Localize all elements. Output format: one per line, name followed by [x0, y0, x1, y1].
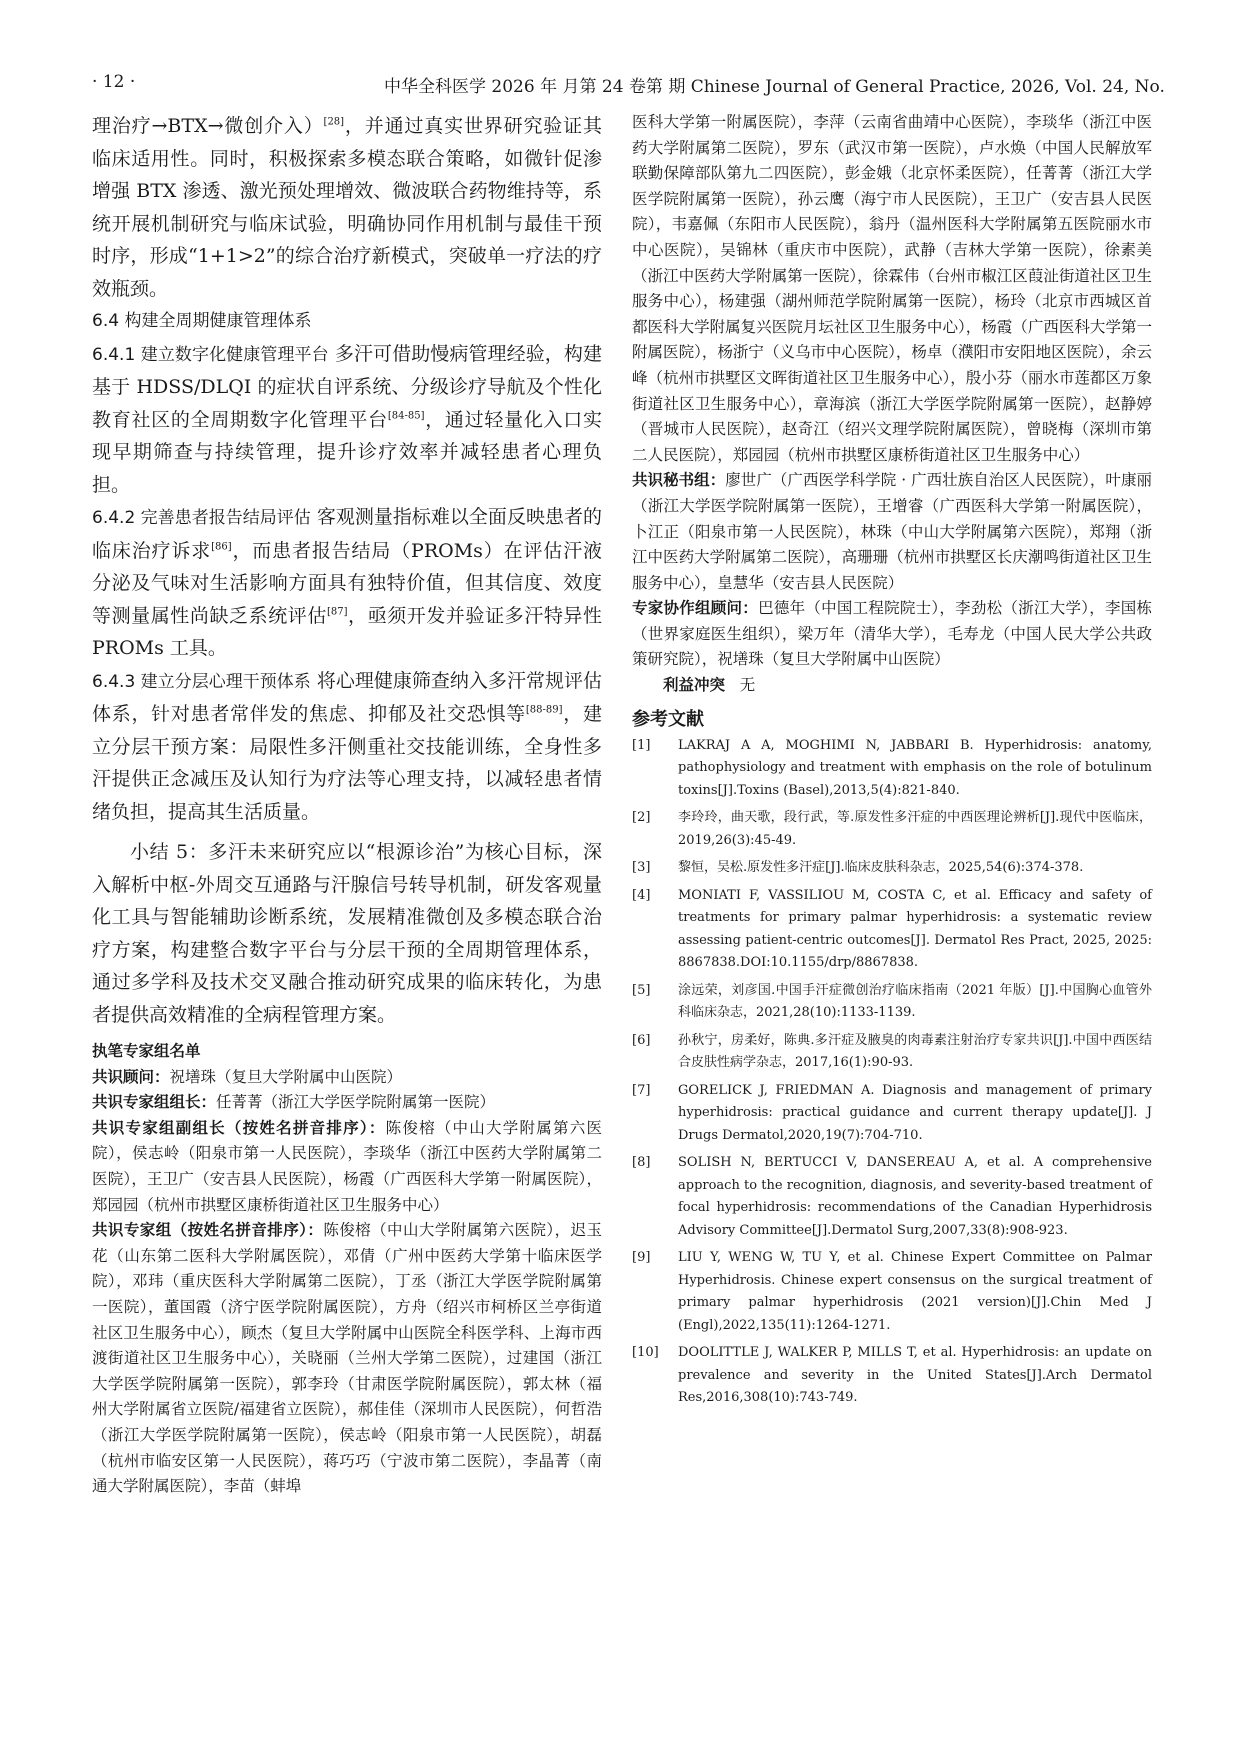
reference-item [632, 1080, 1152, 1148]
reference-text: 李玲玲，曲天歌，段行武，等.原发性多汗症的中西医理论辨析[J].现代中医临床，2019,26(3):45-49. [678, 810, 1152, 848]
reference-text: SOLISH N, BERTUCCI V, DANSEREAU A, et al. A comprehensive approach to the recognition, diagnosis, and severity-based treatment of focal hyperhidrosis: recommendations of the Canadian Hyperhidrosis Advisory Committee[J].Dermatol Surg,2007,33(8):908-923. [678, 1155, 1152, 1238]
reference-text: MONIATI F, VASSILIOU M, COSTA C, et al. Efficacy and safety of treatments for primary palmar hyperhidrosis: a systematic review assessing patient-centric outcomes[J]. Dermatol Res Pract, 2025, 2025: 8867838.DOI:10.1155/drp/8867838. [678, 887, 1152, 971]
paragraph: 6.4.1 建立数字化健康管理平台 多汗可借助慢病管理经验，构建基于 HDSS/DLQI 的症状自评系统、分级诊疗导航及个性化教育社区的全周期数字化管理平台[84-85]，通过轻量化入口实现早期筛查与持续管理，提升诊疗效率并减轻患者心理负担。 [92, 342, 602, 496]
reference-number: [10] [632, 1345, 659, 1361]
consultants: 专家协作组顾问：巴德年（中国工程院院士），李劲松（浙江大学），李国栋（世界家庭医生组织），梁万年（清华大学），毛寿龙（中国人民大学公共政策研究院），祝墡珠（复旦大学附属中山医院） [632, 599, 1152, 669]
references-list [632, 735, 1152, 1410]
right-column [632, 110, 1152, 1415]
paragraph: 6.4.3 建立分层心理干预体系 将心理健康筛查纳入多汗常规评估体系，针对患者常伴发的焦虑、抑郁及社交恐惧等[88-89]，建立分层干预方案：局限性多汗侧重社交技能训练，全身性多汗提供正念减压及认知行为疗法等心理支持，以减轻患者情绪负担，提高其生活质量。 [92, 669, 602, 823]
reference-item [632, 1030, 1152, 1075]
reference-text: DOOLITTLE J, WALKER P, MILLS T, et al. Hyperhidrosis: an update on prevalence and severity in the United States[J].Arch Dermatol Res,2016,308(10):743-749. [678, 1345, 1152, 1406]
reference-number: [7] [632, 1082, 651, 1098]
reference-item [632, 1152, 1152, 1242]
page-number: · 12 · [92, 72, 136, 92]
reference-text: 孙秋宁，房柔好，陈典.多汗症及腋臭的肉毒素注射治疗专家共识[J].中国中西医结合皮肤性病学杂志，2017,16(1):90-93. [678, 1032, 1152, 1071]
reference-number: [9] [632, 1250, 651, 1266]
secretary-group: 共识秘书组：廖世广（广西医学科学院 · 广西壮族自治区人民医院），叶康丽（浙江大学医学院附属第一医院），王增睿（广西医科大学第一附属医院），卜江正（阳泉市第一人民医院），林珠（中山大学附属第六医院），郑翔（浙江中医药大学附属第二医院），高珊珊（杭州市拱墅区长庆潮鸣街道社区卫生服务中心），皇慧华（安吉县人民医院） [632, 471, 1152, 592]
reference-item [632, 807, 1152, 852]
reference-number: [6] [632, 1032, 651, 1048]
reference-text: LAKRAJ A A, MOGHIMI N, JABBARI B. Hyperhidrosis: anatomy, pathophysiology and treatment with emphasis on the role of botulinum toxins[J].Toxins (Basel),2013,5(4):821-840. [678, 737, 1152, 798]
expert-advisor: 共识顾问：祝墡珠（复旦大学附属中山医院） [92, 1067, 403, 1086]
reference-item [632, 1342, 1152, 1410]
paragraph: 6.4.2 完善患者报告结局评估 客观测量指标难以全面反映患者的临床治疗诉求[86]，而患者报告结局（PROMs）在评估汗液分泌及气味对生活影响方面具有独特价值，但其信度、效度等测量属性尚缺乏系统评估[87]，亟须开发并验证多汗特异性 PROMs 工具。 [92, 506, 602, 659]
reference-number: [4] [632, 887, 651, 903]
reference-text: 黎恒，吴松.原发性多汗症[J].临床皮肤科杂志，2025,54(6):374-378. [678, 860, 1084, 876]
expert-members-continued: 医科大学第一附属医院），李萍（云南省曲靖中心医院），李琰华（浙江中医药大学附属第二医院），罗东（武汉市第一医院），卢水焕（中国人民解放军联勤保障部队第九二四医院），彭金娥（北京怀柔医院），任菁菁（浙江大学医学院附属第一医院），孙云鹰（海宁市人民医院），王卫广（安吉县人民医院），韦嘉佩（东阳市人民医院），翁丹（温州医科大学附属第五医院丽水市中心医院），吴锦林（重庆市中医院），武静（吉林大学第一医院），徐素美（浙江中医药大学附属第一医院），徐霖伟（台州市椒江区葭沚街道社区卫生服务中心），杨建强（湖州师范学院附属第一医院），杨玲（北京市西城区首都医科大学附属复兴医院月坛社区卫生服务中心），杨霞（广西医科大学第一附属医院），杨浙宁（义乌市中心医院），杨卓（濮阳市安阳地区医院），余云峰（杭州市拱墅区文晖街道社区卫生服务中心），殷小芬（丽水市莲都区万象街道社区卫生服务中心），章海滨（浙江大学医学院附属第一医院），赵静婷（晋城市人民医院），赵奇江（绍兴文理学院附属医院），曾晓梅（深圳市第二人民医院），郑园园（杭州市拱墅区康桥街道社区卫生服务中心） [632, 113, 1152, 464]
expert-vice-leaders: 共识专家组副组长（按姓名拼音排序）：陈俊榕（中山大学附属第六医院），侯志岭（阳泉市第一人民医院），李琰华（浙江中医药大学附属第二医院），王卫广（安吉县人民医院），杨霞（广西医科大学第一附属医院），郑园园（杭州市拱墅区康桥街道社区卫生服务中心） [92, 1118, 602, 1214]
reference-number: [3] [632, 860, 651, 876]
paragraph: 理治疗→BTX→微创介入）[28]，并通过真实世界研究验证其临床适用性。同时，积极探索多模态联合策略，如微针促渗增强 BTX 渗透、激光预处理增效、微波联合药物维持等，系统开展机制研究与临床试验，明确协同作用机制与最佳干预时序，形成“1+1>2”的综合治疗新模式，突破单一疗法的疗效瓶颈。 [92, 115, 602, 300]
reference-item [632, 980, 1152, 1025]
reference-item [632, 885, 1152, 975]
reference-number: [5] [632, 982, 651, 998]
conflict-of-interest: 利益冲突 无 [663, 676, 756, 695]
summary-paragraph: 小结 5：多汗未来研究应以“根源诊治”为核心目标，深入解析中枢-外周交互通路与汗腺信号转导机制，研发客观量化工具与智能辅助诊断系统，发展精准微创及多模态联合治疗方案，构建整合数字平台与分层干预的全周期管理体系，通过多学科及技术交叉融合推动研究成果的临床转化，为患者提供高效精准的全病程管理方案。 [92, 841, 602, 1026]
journal-title: 中华全科医学 2026 年 月第 24 卷第 期 Chinese Journal of General Practice, 2026, Vol. 24, No. [384, 77, 1165, 97]
reference-item [632, 857, 1152, 880]
page-header [92, 72, 1165, 98]
expert-leader: 共识专家组组长：任菁菁（浙江大学医学院附属第一医院） [92, 1093, 496, 1112]
left-column [92, 110, 602, 1500]
reference-item [632, 1247, 1152, 1337]
reference-text: LIU Y, WENG W, TU Y, et al. Chinese Expert Committee on Palmar Hyperhidrosis. Chinese expert consensus on the surgical treatment of primary palmar hyperhidrosis (2021 version)[J].Chin Med J (Engl),2022,135(11):1264-1271. [678, 1250, 1152, 1333]
reference-item [632, 735, 1152, 803]
references-title: 参考文献 [632, 708, 704, 730]
section-heading: 6.4 构建全周期健康管理体系 [92, 311, 312, 331]
reference-number: [1] [632, 737, 651, 753]
reference-number: [2] [632, 810, 651, 826]
reference-text: 涂远荣，刘彦国.中国手汗症微创治疗临床指南（2021 年版）[J].中国胸心血管外科临床杂志，2021,28(10):1133-1139. [678, 982, 1152, 1021]
reference-number: [8] [632, 1155, 651, 1171]
reference-text: GORELICK J, FRIEDMAN A. Diagnosis and management of primary hyperhidrosis: practical guidance and current therapy update[J]. J Drugs Dermatol,2020,19(7):704-710. [678, 1082, 1152, 1143]
expert-members: 共识专家组（按姓名拼音排序）：陈俊榕（中山大学附属第六医院），迟玉花（山东第二医科大学附属医院），邓倩（广州中医药大学第十临床医学院），邓玮（重庆医科大学附属第二医院），丁丞（浙江大学医学院附属第一医院），董国霞（济宁医学院附属医院），方舟（绍兴市柯桥区兰亭街道社区卫生服务中心），顾杰（复旦大学附属中山医院全科医学科、上海市西渡街道社区卫生服务中心），关晓丽（兰州大学第二医院），过建国（浙江大学医学院附属第一医院），郭李玲（甘肃医学院附属医院），郭太林（福州大学附属省立医院/福建省立医院），郝佳佳（深圳市人民医院），何哲浩（浙江大学医学院附属第一医院），侯志岭（阳泉市第一人民医院），胡磊（杭州市临安区第一人民医院），蒋巧巧（宁波市第二医院），李晶菁（南通大学附属医院），李苗（蚌埠 [92, 1221, 602, 1496]
expert-list-title: 执笔专家组名单 [92, 1042, 201, 1060]
